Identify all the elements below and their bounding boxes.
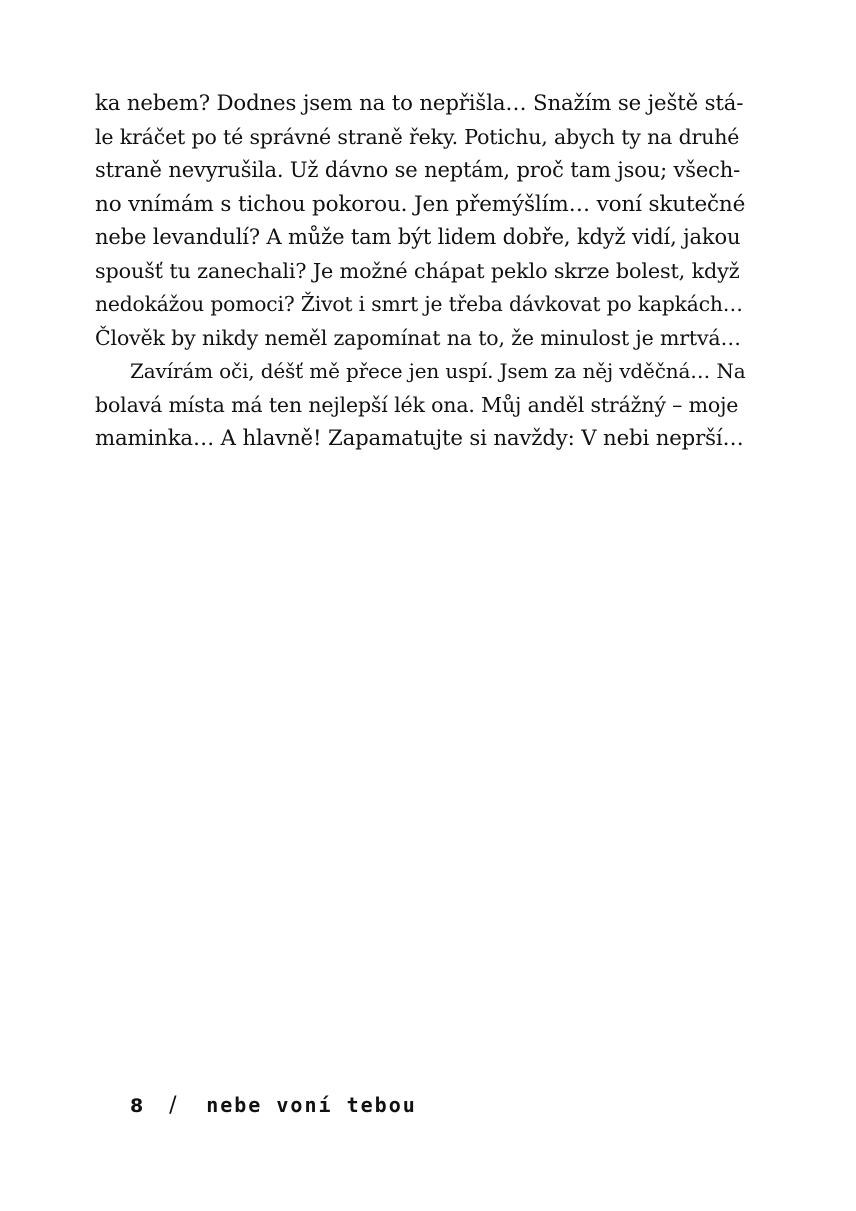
text-line: no vnímám s tichou pokorou. Jen přemýšlím… voní skutečné (95, 191, 746, 217)
body-text (95, 87, 745, 456)
text-line: Člověk by nikdy neměl zapomínat na to, že minulost je mrtvá… (95, 325, 741, 350)
text-line: le kráčet po té správné straně řeky. Potichu, abych ty na druhé (95, 124, 740, 149)
text-line: straně nevyrušila. Už dávno se neptám, proč tam jsou; všech- (95, 158, 741, 182)
text-line: ka nebem? Dodnes jsem na to nepřišla… Snažím se ještě stá- (95, 91, 744, 116)
text-line: spoušť tu zanechali? Je možné chápat peklo skrze bolest, když (95, 258, 740, 283)
running-title: nebe voní tebou (206, 1093, 417, 1117)
footer-separator: / (169, 1093, 177, 1118)
page-footer (130, 1090, 417, 1120)
page-number: 8 (130, 1095, 144, 1117)
text-line: nedokážou pomoci? Život i smrt je třeba dávkovat po kapkách… (95, 292, 743, 316)
paragraph-first-line: Zavírám oči, déšť mě přece jen uspí. Jsem za něj vděčná… Na (130, 359, 746, 383)
text-line: nebe levandulí? A může tam být lidem dobře, když vidí, jakou (95, 225, 741, 249)
text-line: bolavá místa má ten nejlepší lék ona. Můj anděl strážný – moje (95, 392, 739, 417)
text-line: maminka… A hlavně! Zapamatujte si navždy: V nebi neprší… (95, 426, 744, 451)
